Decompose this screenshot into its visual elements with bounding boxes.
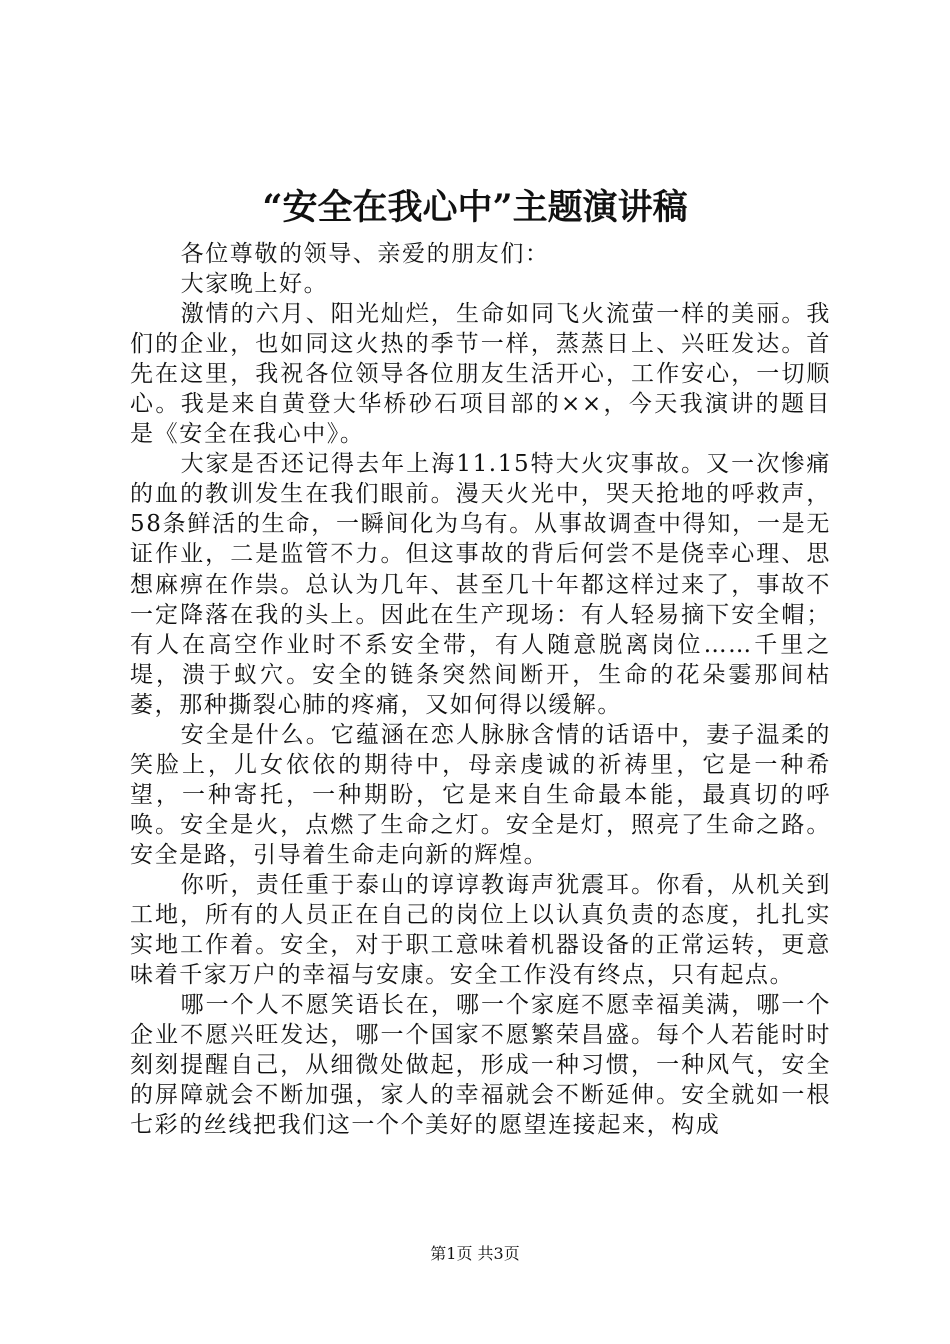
paragraph-happiness: 哪一个人不愿笑语长在，哪一个家庭不愿幸福美满，哪一个企业不愿兴旺发达，哪一个国家不愿繁荣昌盛。每个人若能时时刻刻提醒自己，从细微处做起，形成一种习惯，一种风气，安全的屏障就会不断加强，家人的幸福就会不断延伸。安全就如一根七彩的丝线把我们这一个个美好的愿望连接起来，构成 <box>130 992 831 1139</box>
document-title: “安全在我心中”主题演讲稿 <box>262 187 688 228</box>
paragraph-what-is-safety: 安全是什么。它蕴涵在恋人脉脉含情的话语中，妻子温柔的笑脸上，儿女依依的期待中，母亲虔诚的祈祷里，它是一种希望，一种寄托，一种期盼，它是来自生命最本能，最真切的呼唤。安全是火，点燃了生命之灯。安全是灯，照亮了生命之路。安全是路，引导着生命走向新的辉煌。 <box>130 721 831 868</box>
page-number-footer: 第1页 共3页 <box>430 1244 520 1263</box>
paragraph-responsibility: 你听，责任重于泰山的谆谆教诲声犹震耳。你看，从机关到工地，所有的人员正在自己的岗位上以认真负责的态度，扎扎实实地工作着。安全，对于职工意味着机器设备的正常运转，更意味着千家万户的幸福与安康。安全工作没有终点，只有起点。 <box>130 871 831 989</box>
document-body <box>130 239 831 1140</box>
paragraph-intro: 激情的六月、阳光灿烂，生命如同飞火流萤一样的美丽。我们的企业，也如同这火热的季节一样，蒸蒸日上、兴旺发达。首先在这里，我祝各位领导各位朋友生活开心，工作安心，一切顺心。我是来自黄登大华桥砂石项目部的××，今天我演讲的题目是《安全在我心中》。 <box>130 301 831 448</box>
paragraph-fire-accident: 大家是否还记得去年上海11.15特大火灾事故。又一次惨痛的血的教训发生在我们眼前。漫天火光中，哭天抢地的呼救声，58条鲜活的生命，一瞬间化为乌有。从事故调查中得知，一是无证作业，二是监管不力。但这事故的背后何尝不是侥幸心理、思想麻痹在作祟。总认为几年、甚至几十年都这样过来了，事故不一定降落在我的头上。因此在生产现场：有人轻易摘下安全帽；有人在高空作业时不系安全带，有人随意脱离岗位……千里之堤，溃于蚁穴。安全的链条突然间断开，生命的花朵霎那间枯萎，那种撕裂心肺的疼痛，又如何得以缓解。 <box>130 451 831 718</box>
paragraph-salutation: 大家晚上好。 <box>180 271 329 298</box>
paragraph-greeting: 各位尊敬的领导、亲爱的朋友们： <box>180 241 550 267</box>
